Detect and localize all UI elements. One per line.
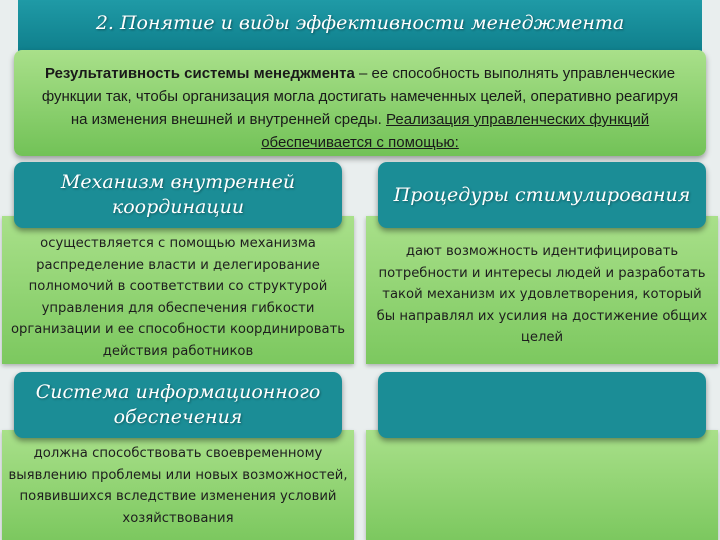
block-2-text: дают возможность идентифицировать потребности и интересы людей и разработать такой механизм их удовлетворения, который бы направлял их усилия на достижение общих целей (376, 244, 708, 345)
block-4-panel (366, 430, 718, 540)
block-2-header: Процедуры стимулирования (378, 162, 706, 228)
block-3-text: должна способствовать своевременному выявлению проблемы или новых возможностей, появившихся вследствие изменения условий хозяйствования (8, 446, 348, 526)
intro-body: – ее способность выполнять управленческие функции так, чтобы организация могла достигать намеченных целей, оперативно реагируя на изменения внешней и внутренней среды. (41, 65, 679, 128)
block-3-header: Система информационного обеспечения (14, 372, 342, 438)
block-4-header (378, 372, 706, 438)
slide-title: 2. Понятие и виды эффективности менеджмента (95, 12, 625, 34)
block-1-text: осуществляется с помощью механизма распределение власти и делегирование полномочий в соответствии со структурой управления для обеспечения гибкости организации и ее способности координировать действия работников (10, 236, 346, 359)
intro-text (34, 62, 686, 154)
title-bar (18, 0, 702, 52)
intro-underlined: Реализация управленческих функций обеспечивается с помощью: (261, 111, 650, 151)
intro-card (14, 50, 706, 156)
intro-bold-term: Результативность системы менеджмента (44, 65, 355, 82)
block-1-header: Механизм внутренней координации (14, 162, 342, 228)
